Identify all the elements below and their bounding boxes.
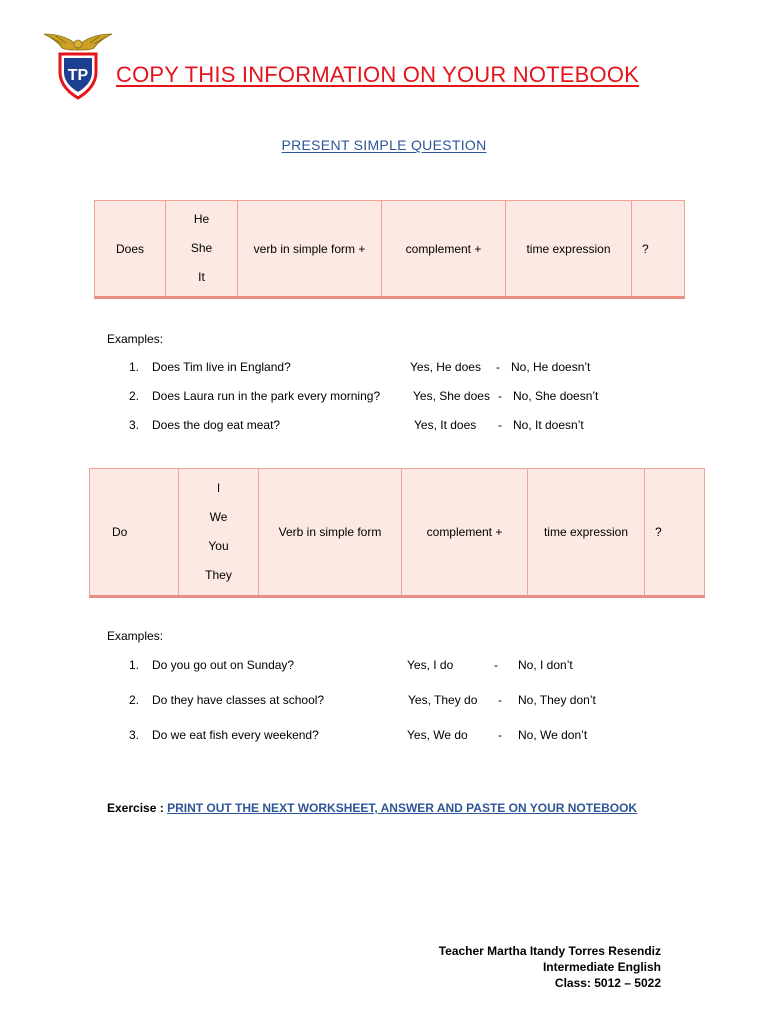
pronoun: You <box>208 539 229 553</box>
auxiliary-cell: Does <box>95 201 166 298</box>
footer-signature <box>439 943 661 991</box>
item-number: 3. <box>129 728 140 742</box>
time-expression-cell: time expression <box>506 201 632 298</box>
answer-dash: - <box>498 418 502 432</box>
list-item <box>0 693 768 709</box>
question-mark-cell: ? <box>632 201 685 298</box>
verb-cell: Verb in simple form <box>259 469 402 597</box>
grammar-table-does <box>94 200 685 299</box>
pronoun-cell <box>179 469 259 597</box>
teacher-name: Teacher Martha Itandy Torres Resendiz <box>438 944 661 958</box>
page-title: COPY THIS INFORMATION ON YOUR NOTEBOOK <box>116 62 640 87</box>
course-name: Intermediate English <box>542 960 661 974</box>
example-question: Does Tim live in England? <box>152 360 291 374</box>
example-yes-answer: Yes, She does <box>413 389 490 403</box>
list-item <box>0 360 768 376</box>
example-no-answer: No, They don’t <box>518 693 596 707</box>
example-no-answer: No, He doesn’t <box>511 360 591 374</box>
item-number: 3. <box>129 418 140 432</box>
examples-label: Examples: <box>107 332 164 346</box>
class-codes: Class: 5012 – 5022 <box>554 976 661 990</box>
example-no-answer: No, We don’t <box>518 728 588 742</box>
example-yes-answer: Yes, It does <box>414 418 477 432</box>
list-item <box>0 418 768 434</box>
example-question: Does Laura run in the park every morning? <box>152 389 381 403</box>
example-question: Do you go out on Sunday? <box>152 658 295 672</box>
answer-dash: - <box>498 728 502 742</box>
pronoun: She <box>190 241 213 255</box>
example-no-answer: No, She doesn’t <box>513 389 599 403</box>
table-row <box>90 469 705 597</box>
item-number: 1. <box>129 658 140 672</box>
pronoun: They <box>205 568 232 582</box>
example-yes-answer: Yes, I do <box>407 658 454 672</box>
pronoun: We <box>209 510 228 524</box>
school-logo <box>40 28 116 104</box>
worksheet-link[interactable]: PRINT OUT THE NEXT WORKSHEET, ANSWER AND PASTE ON YOUR NOTEBOOK <box>167 801 638 815</box>
complement-cell: complement + <box>382 201 506 298</box>
pronoun-cell <box>166 201 238 298</box>
example-question: Does the dog eat meat? <box>152 418 281 432</box>
example-no-answer: No, I don’t <box>518 658 573 672</box>
auxiliary-cell: Do <box>90 469 179 597</box>
example-yes-answer: Yes, They do <box>408 693 478 707</box>
item-number: 1. <box>129 360 140 374</box>
complement-cell: complement + <box>402 469 528 597</box>
list-item <box>0 728 768 744</box>
pronoun: It <box>198 270 205 284</box>
item-number: 2. <box>129 693 140 707</box>
exercise-line <box>107 801 637 815</box>
pronoun: I <box>216 481 221 495</box>
verb-cell: verb in simple form + <box>238 201 382 298</box>
item-number: 2. <box>129 389 140 403</box>
exercise-label: Exercise : <box>107 801 164 815</box>
logo-text: TP <box>67 67 89 84</box>
example-yes-answer: Yes, We do <box>407 728 468 742</box>
examples-label: Examples: <box>107 629 164 643</box>
example-question: Do we eat fish every weekend? <box>152 728 319 742</box>
section-subtitle: PRESENT SIMPLE QUESTION <box>281 137 487 153</box>
answer-dash: - <box>496 360 500 374</box>
pronoun: He <box>193 212 210 226</box>
example-no-answer: No, It doesn’t <box>513 418 584 432</box>
list-item <box>0 389 768 405</box>
answer-dash: - <box>498 389 502 403</box>
example-yes-answer: Yes, He does <box>410 360 481 374</box>
example-question: Do they have classes at school? <box>152 693 325 707</box>
question-mark-cell: ? <box>645 469 705 597</box>
list-item <box>0 658 768 674</box>
answer-dash: - <box>498 693 502 707</box>
table-row <box>95 201 685 298</box>
answer-dash: - <box>494 658 498 672</box>
grammar-table-do <box>89 468 705 598</box>
time-expression-cell: time expression <box>528 469 645 597</box>
